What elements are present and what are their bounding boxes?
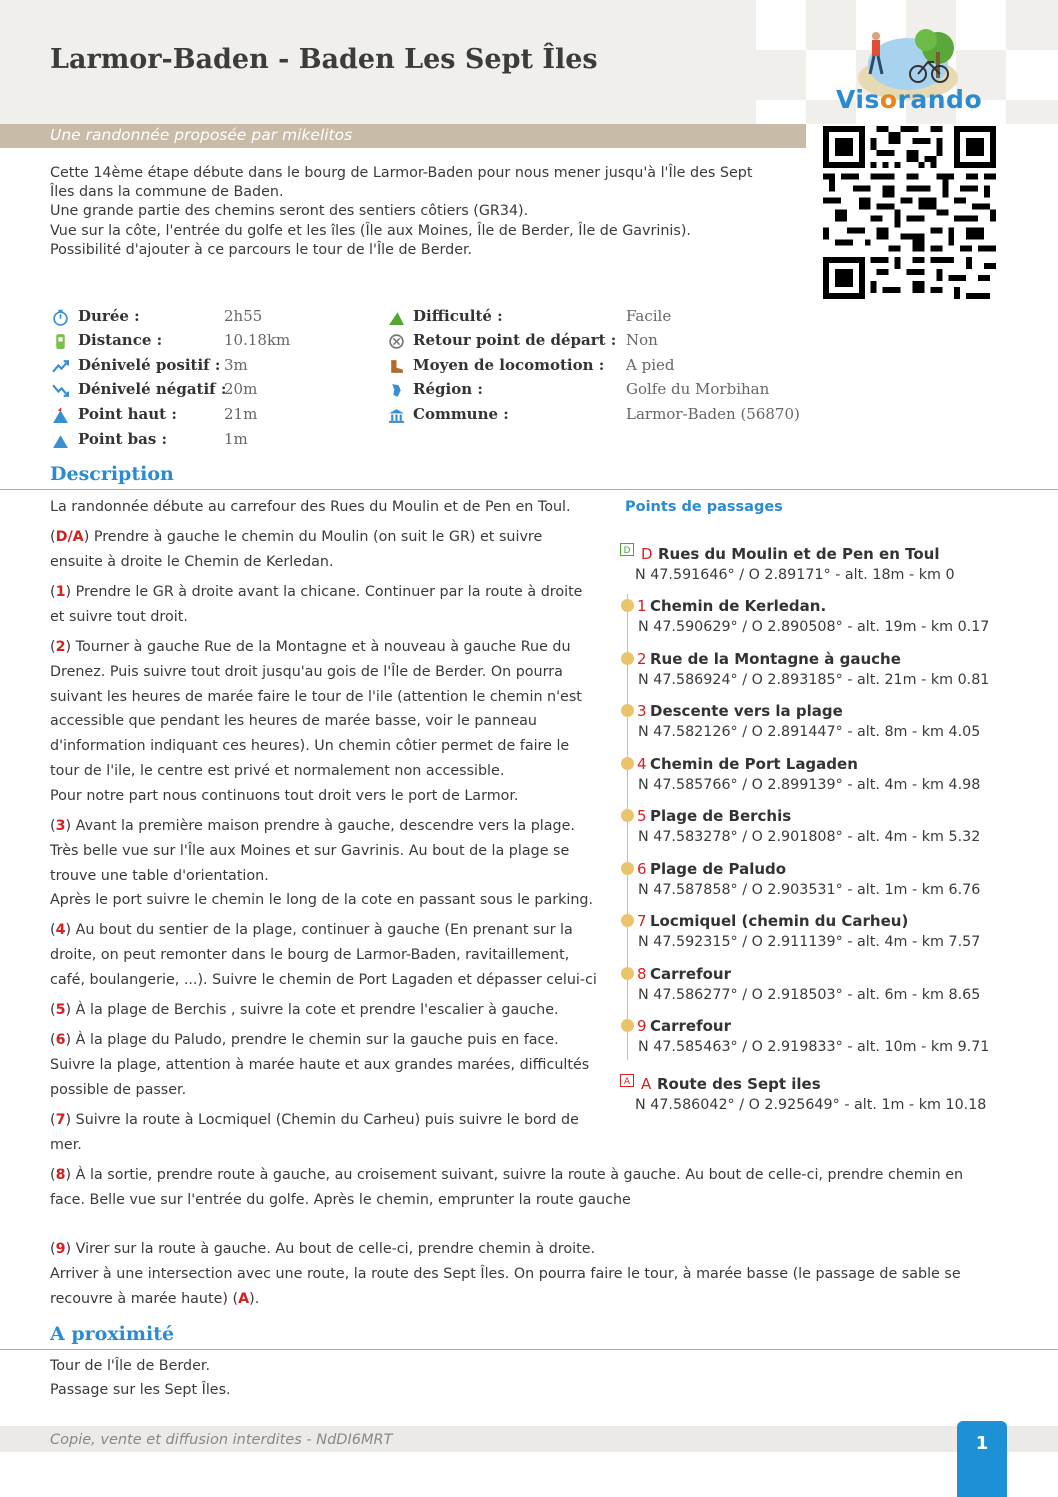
description-line: Drenez. Puis suivre tout droit jusqu'au gois de l'Île de Berder. On pourra [50, 663, 563, 680]
description-rule [0, 489, 1058, 490]
visorando-logo-text: Visorando [836, 85, 983, 114]
waypoint-number: 9 [637, 1017, 647, 1035]
step-ref: 7 [55, 1112, 66, 1128]
description-line: accessible que pendant les heures de marée basse, voir le panneau [50, 713, 537, 730]
description-paragraph [50, 814, 593, 913]
waypoint-name: Chemin de Kerledan. [650, 597, 827, 615]
page-number: 1 [957, 1421, 1007, 1497]
paren: ( [50, 818, 56, 834]
return-icon [388, 333, 405, 350]
stat-label: Point bas : [78, 430, 168, 448]
waypoint-dot [621, 704, 634, 717]
description-line [50, 814, 593, 839]
step-ref: 9 [55, 1241, 66, 1257]
waypoint-coordinates: N 47.585463° / O 2.919833° - alt. 10m - km 9.71 [638, 1039, 990, 1055]
description-line: Très belle vue sur l'Île aux Moines et sur Gavrinis. Au bout de la plage se [50, 842, 570, 859]
waypoint-number: 6 [637, 860, 647, 878]
town-hall-icon [388, 407, 405, 424]
description-line: Pour notre part nous continuons tout droit vers le port de Larmor. [50, 787, 519, 804]
stat-value: 20m [224, 380, 258, 398]
description-line [50, 635, 582, 660]
end-flag-icon [620, 1074, 634, 1087]
stat-label: Durée : [78, 307, 140, 325]
waypoint-number: 3 [637, 702, 647, 720]
line-text: ). [249, 1290, 260, 1307]
description-line: Arriver à une intersection avec une route, la route des Sept Îles. On pourra faire le tour, à marée basse (le passage de sable se [50, 1265, 961, 1282]
waypoint-number: 8 [637, 965, 647, 983]
waypoint-name: Route des Sept iles [657, 1075, 821, 1093]
step-ref: 8 [55, 1167, 66, 1183]
step-ref: 2 [55, 639, 66, 655]
waypoints-heading: Points de passages [625, 499, 783, 515]
step-ref: 1 [55, 584, 66, 600]
description-line [50, 998, 559, 1023]
stopwatch-icon [52, 309, 69, 326]
waypoint-dot [621, 809, 634, 822]
stat-value: A pied [626, 356, 675, 374]
waypoint-number: 1 [637, 597, 647, 615]
description-line: face. Belle vue sur l'entrée du golfe. Après le chemin, emprunter la route gauche [50, 1191, 631, 1208]
description-line [50, 1028, 589, 1053]
paren: ( [50, 922, 56, 938]
description-paragraph [50, 1237, 961, 1311]
description-paragraph [50, 580, 582, 630]
waypoint-coordinates: N 47.587858° / O 2.903531° - alt. 1m - km 6.76 [638, 882, 981, 898]
stat-label: Distance : [78, 331, 163, 349]
svg-text:D: D [623, 546, 631, 556]
line-text: ) Tourner à gauche Rue de la Montagne et à nouveau à gauche Rue du [65, 639, 571, 655]
stat-label: Difficulté : [413, 307, 503, 325]
waypoint-name: Descente vers la plage [650, 702, 843, 720]
stat-value: Facile [626, 307, 672, 325]
description-line: possible de passer. [50, 1081, 187, 1098]
stat-value: 1m [224, 430, 248, 448]
description-heading: Description [50, 463, 174, 485]
line-text: ) Au bout du sentier de la plage, continuer à gauche (En prenant sur la [65, 922, 573, 938]
ascent-icon [52, 358, 69, 375]
stat-value: 3m [224, 356, 248, 374]
descent-icon [52, 382, 69, 399]
waypoint-name: Plage de Berchis [650, 807, 792, 825]
stat-label: Retour point de départ : [413, 331, 617, 349]
description-line [50, 1287, 961, 1312]
waypoint-name: Rues du Moulin et de Pen en Toul [658, 545, 940, 563]
description-line [50, 525, 542, 550]
paren: ( [50, 639, 56, 655]
waypoint-coordinates: N 47.592315° / O 2.911139° - alt. 4m - km 7.57 [638, 934, 981, 950]
step-ref: D/A [55, 529, 84, 545]
waypoint-dot [621, 862, 634, 875]
stat-label: Région : [413, 380, 483, 398]
stat-value: 21m [224, 405, 258, 423]
intro-line: Cette 14ème étape débute dans le bourg de Larmor-Baden pour nous mener jusqu'à l'Île des Sept [50, 165, 753, 181]
description-line: mer. [50, 1136, 82, 1153]
stat-label: Dénivelé positif : [78, 356, 221, 374]
nearby-line: Tour de l'Île de Berder. [50, 1358, 211, 1374]
paren: ( [50, 1002, 56, 1018]
description-line [50, 918, 597, 943]
stat-label: Point haut : [78, 405, 177, 423]
description-line: ensuite à droite le Chemin de Kerledan. [50, 553, 334, 570]
description-line: Suivre la plage, attention à marée haute et aux grandes marées, difficultés [50, 1056, 590, 1073]
nearby-rule [0, 1349, 1058, 1350]
description-line: et suivre tout droit. [50, 608, 188, 625]
intro-line: Îles dans la commune de Baden. [50, 184, 284, 201]
waypoint-number: 4 [637, 755, 647, 773]
paren: ( [50, 1167, 56, 1183]
hiking-boot-icon [388, 358, 405, 375]
intro-line: Possibilité d'ajouter à ce parcours le tour de l'Île de Berder. [50, 241, 473, 258]
intro-line: Vue sur la côte, l'entrée du golfe et les îles (Île aux Moines, Île de Berder, Île de Gavrinis). [50, 222, 691, 239]
waypoint-dot [621, 914, 634, 927]
waypoint-name: Rue de la Montagne à gauche [650, 650, 901, 668]
waypoint-name: Carrefour [650, 1017, 732, 1035]
waypoint-coordinates: N 47.585766° / O 2.899139° - alt. 4m - km 4.98 [638, 777, 981, 793]
step-ref: 6 [55, 1032, 66, 1048]
line-text: ) À la sortie, prendre route à gauche, au croisement suivant, suivre la route à gauche. Au bout de celle-ci, prendre chemin en [65, 1167, 964, 1183]
description-line [50, 1108, 579, 1133]
waypoint-coordinates: N 47.582126° / O 2.891447° - alt. 8m - km 4.05 [638, 724, 981, 740]
waypoint-coordinates: N 47.586042° / O 2.925649° - alt. 1m - km 10.18 [635, 1097, 987, 1113]
paren: ( [50, 529, 56, 545]
line-text: recouvre à marée haute) ( [50, 1290, 239, 1307]
line-text: ) Avant la première maison prendre à gauche, descendre vers la plage. [65, 818, 575, 834]
description-line [50, 580, 582, 605]
waypoint-dot [621, 757, 634, 770]
waypoint-dot [621, 652, 634, 665]
stat-label: Dénivelé négatif : [78, 380, 227, 398]
description-paragraph [50, 1108, 579, 1158]
stat-value: Larmor-Baden (56870) [626, 405, 800, 423]
line-text: ) Virer sur la route à gauche. Au bout de celle-ci, prendre chemin à droite. [65, 1241, 596, 1257]
start-flag-icon [620, 543, 634, 556]
waypoint-name: Plage de Paludo [650, 860, 787, 878]
author-credit: Une randonnée proposée par mikelitos [50, 126, 353, 144]
stat-value: 10.18km [224, 331, 291, 349]
line-text: ) Prendre le GR à droite avant la chicane. Continuer par la route à droite [65, 584, 583, 600]
waypoint-coordinates: N 47.590629° / O 2.890508° - alt. 19m - km 0.17 [638, 619, 990, 635]
svg-text:A: A [623, 1077, 631, 1087]
waypoint-number: 7 [637, 912, 647, 930]
line-text: ) À la plage du Paludo, prendre le chemin sur la gauche puis en face. [65, 1032, 559, 1048]
description-line: d'information indiquant ces heures). Un chemin côtier permet de faire le [50, 738, 570, 755]
paren: ( [50, 1241, 56, 1257]
description-line: Après le port suivre le chemin le long de la cote en passant sous le parking. [50, 892, 594, 909]
paren: ( [50, 1032, 56, 1048]
description-paragraph [50, 635, 582, 809]
waypoint-coordinates: N 47.583278° / O 2.901808° - alt. 4m - km 5.32 [638, 829, 981, 845]
description-line [50, 1163, 963, 1188]
step-ref: 3 [55, 818, 66, 834]
description-paragraph [50, 1028, 589, 1102]
nearby-heading: A proximité [50, 1323, 175, 1345]
waypoint-dot [621, 967, 634, 980]
line-text: ) Prendre à gauche le chemin du Moulin (on suit le GR) et suivre [83, 529, 543, 545]
nearby-line: Passage sur les Sept Îles. [50, 1382, 231, 1398]
description-line: café, boulangerie, ...). Suivre le chemin de Port Lagaden et dépasser celui-ci [50, 971, 597, 988]
waypoint-name: Chemin de Port Lagaden [650, 755, 858, 773]
stat-value: 2h55 [224, 307, 263, 325]
description-paragraph [50, 1163, 963, 1213]
region-icon [388, 382, 405, 399]
paren: ( [50, 584, 56, 600]
waypoint-number: D [641, 545, 653, 563]
stat-label: Commune : [413, 405, 509, 423]
description-paragraph [50, 918, 597, 992]
waypoint-name: Locmiquel (chemin du Carheu) [650, 912, 909, 930]
description-line: La randonnée débute au carrefour des Rues du Moulin et de Pen en Toul. [50, 499, 571, 515]
distance-icon [52, 333, 69, 350]
footer-copyright: Copie, vente et diffusion interdites - NdDI6MRT [50, 1432, 393, 1448]
step-ref: 5 [55, 1002, 66, 1018]
waypoint-coordinates: N 47.586277° / O 2.918503° - alt. 6m - km 8.65 [638, 987, 981, 1003]
waypoint-dot [621, 599, 634, 612]
intro-text [50, 164, 780, 260]
waypoint-dot [621, 1019, 634, 1032]
description-paragraph [50, 495, 571, 520]
stat-value: Golfe du Morbihan [626, 380, 770, 398]
description-line: suivant les heures de marée faire le tour de l'ile (attention le chemin n'est [50, 688, 582, 705]
waypoint-number: 2 [637, 650, 647, 668]
qr-code-icon [823, 126, 996, 299]
step-ref: A [238, 1290, 250, 1307]
description-paragraph [50, 998, 559, 1023]
stat-value: Non [626, 331, 658, 349]
difficulty-icon [388, 309, 405, 326]
waypoint-coordinates: N 47.586924° / O 2.893185° - alt. 21m - km 0.81 [638, 672, 990, 688]
description-line: droite, on peut remonter dans le bourg de Larmor-Baden, ravitaillement, [50, 946, 570, 963]
line-text: ) À la plage de Berchis , suivre la cote et prendre l'escalier à gauche. [65, 1002, 559, 1018]
line-text: ) Suivre la route à Locmiquel (Chemin du Carheu) puis suivre le bord de [65, 1112, 579, 1128]
intro-line: Une grande partie des chemins seront des sentiers côtiers (GR34). [50, 203, 529, 220]
high-point-icon [52, 407, 69, 424]
paren: ( [50, 1112, 56, 1128]
step-ref: 4 [55, 922, 66, 938]
description-line [50, 1237, 961, 1262]
waypoint-number: 5 [637, 807, 647, 825]
stat-label: Moyen de locomotion : [413, 356, 605, 374]
waypoint-name: Carrefour [650, 965, 732, 983]
description-paragraph [50, 525, 542, 575]
waypoint-coordinates: N 47.591646° / O 2.89171° - alt. 18m - km 0 [635, 567, 955, 583]
description-line: trouve une table d'orientation. [50, 867, 269, 884]
low-point-icon [52, 432, 69, 449]
description-line: tour de l'ile, le centre est privé et normalement non accessible. [50, 762, 505, 779]
page-title: Larmor-Baden - Baden Les Sept Îles [50, 44, 598, 75]
waypoint-number: A [641, 1075, 652, 1093]
